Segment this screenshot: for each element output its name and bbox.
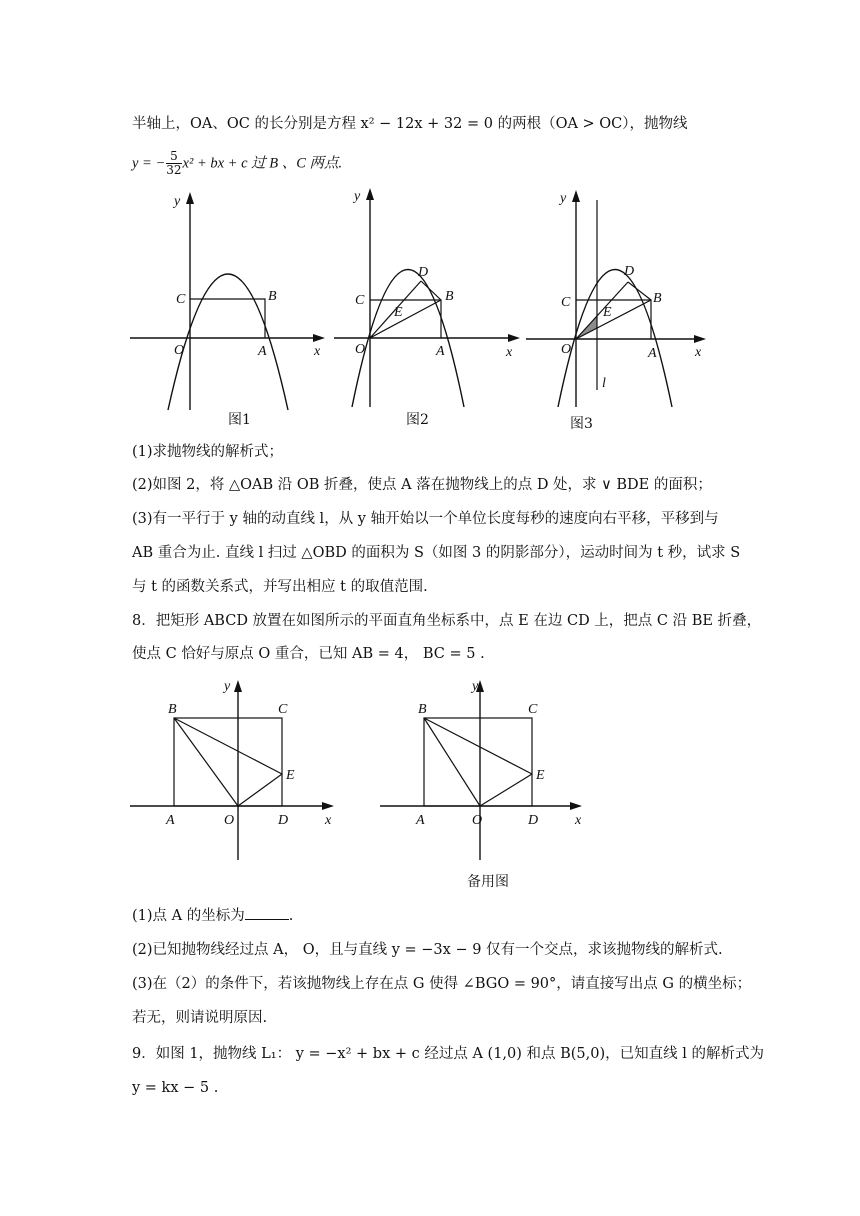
q8-spare-label-c: C [528, 702, 538, 717]
fig2-label-o: O [355, 342, 366, 357]
q8-fig-x-arrow [322, 802, 334, 810]
fig3-y-arrow [572, 190, 580, 202]
fig1-y-arrow [186, 192, 194, 204]
q7-intro-line-1: 半轴上，OA、OC 的长分别是方程 x² − 12x + 32 = 0 的两根（OA > OC），抛物线 [132, 116, 688, 132]
fig1-label-a: A [258, 344, 267, 359]
q8-answer-blank [245, 907, 289, 920]
q7-fraction-numerator: 5 [166, 150, 181, 164]
q7-fraction [166, 150, 181, 177]
fig1-caption: 图1 [228, 412, 251, 428]
fig3-label-e: E [603, 305, 612, 320]
q8-spare-label-a: A [416, 813, 425, 828]
q8-spare-figure [374, 672, 594, 894]
q8-spare-x-arrow [570, 802, 582, 810]
q8-spare-label-o: O [472, 813, 483, 828]
fig3-segment-ob [576, 300, 651, 339]
q8-fig-label-c: C [278, 702, 288, 717]
q8-fig-segment-oe [238, 774, 282, 806]
q8-fig-segment-be [174, 718, 282, 774]
q8-fig-x-label: x [325, 813, 332, 828]
fig2-label-a: A [436, 344, 445, 359]
q8-part-1-end: . [288, 908, 294, 924]
q8-spare-y-label: y [472, 679, 479, 694]
q9-stem-line-1: 9．如图 1，抛物线 L₁： y = −x² + bx + c 经过点 A (1,0) 和点 B(5,0)，已知直线 l 的解析式为 [132, 1046, 765, 1062]
q7-part-1: (1)求抛物线的解析式； [132, 444, 284, 460]
fig3-label-c: C [561, 295, 571, 310]
fig1-y-label: y [174, 194, 181, 209]
fig3-y-label: y [560, 191, 567, 206]
fig2-label-c: C [355, 293, 365, 308]
fig3-caption: 图3 [570, 416, 593, 432]
fig2-label-b: B [445, 289, 454, 304]
q8-figure [128, 672, 348, 867]
q8-spare-caption: 备用图 [467, 874, 509, 890]
fig2-x-label: x [506, 345, 513, 360]
fig1-x-arrow [313, 334, 325, 342]
fig2-segment-db [421, 281, 441, 300]
q8-fig-label-b: B [168, 702, 177, 717]
fig3-x-arrow [694, 335, 706, 343]
q8-part-1-text: (1)点 A 的坐标为 [132, 908, 245, 924]
fig3-label-l: l [602, 376, 606, 391]
fig3-segment-db [628, 282, 651, 300]
q8-spare-x-label: x [575, 813, 582, 828]
q8-fig-label-o: O [224, 813, 235, 828]
fig2-label-e: E [394, 305, 403, 320]
q8-stem-line-2: 使点 C 恰好与原点 O 重合，已知 AB = 4， BC = 5 . [132, 646, 485, 662]
fig2-x-arrow [508, 334, 520, 342]
fig1-x-label: x [314, 344, 321, 359]
q7-eq-prefix: y = − [132, 155, 166, 172]
q8-spare-label-e: E [536, 768, 545, 783]
q7-fraction-denominator: 32 [166, 163, 182, 177]
q7-part-3-line-1: (3)有一平行于 y 轴的动直线 l，从 y 轴开始以一个单位长度每秒的速度向右平移，平移到与 [132, 511, 719, 527]
q7-intro-line-2 [132, 150, 342, 177]
fig2-caption: 图2 [406, 412, 429, 428]
fig1-rectangle [190, 299, 265, 338]
q8-fig-label-e: E [286, 768, 295, 783]
q7-figure-2 [330, 182, 530, 430]
q8-fig-y-arrow [234, 680, 242, 692]
q8-spare-rectangle [424, 718, 532, 806]
q8-part-3-line-2: 若无，则请说明原因. [132, 1010, 268, 1026]
fig1-label-b: B [268, 289, 277, 304]
q7-figure-3 [524, 182, 724, 434]
q8-spare-segment-bo [424, 718, 480, 806]
q8-fig-segment-bo [174, 718, 238, 806]
q8-part-1 [132, 904, 293, 925]
q8-part-2: (2)已知抛物线经过点 A， O，且与直线 y = −3x − 9 仅有一个交点，求该抛物线的解析式. [132, 942, 723, 958]
q8-spare-segment-oe [480, 774, 532, 806]
q7-eq-suffix: x² + bx + c 过 B 、C 两点. [182, 155, 343, 172]
q7-part-3-line-2: AB 重合为止. 直线 l 扫过 △OBD 的面积为 S（如图 3 的阴影部分），运动时间为 t 秒，试求 S [132, 545, 741, 561]
fig3-label-d: D [624, 264, 635, 279]
q8-stem-line-1: 8．把矩形 ABCD 放置在如图所示的平面直角坐标系中，点 E 在边 CD 上，把点 C 沿 BE 折叠， [132, 613, 762, 629]
q8-spare-label-d: D [528, 813, 539, 828]
fig1-label-c: C [176, 292, 186, 307]
q8-fig-y-label: y [224, 679, 231, 694]
fig3-label-b: B [653, 291, 662, 306]
q9-stem-line-2: y = kx − 5 . [132, 1080, 219, 1096]
fig2-y-label: y [354, 189, 361, 204]
q8-fig-label-a: A [166, 813, 175, 828]
q7-part-2: (2)如图 2，将 △OAB 沿 OB 折叠，使点 A 落在抛物线上的点 D 处，求 ∨ BDE 的面积； [132, 477, 712, 493]
fig2-label-d: D [418, 265, 429, 280]
fig2-segment-ob [370, 300, 441, 338]
q7-figure-1 [128, 188, 328, 433]
q7-part-3-line-3: 与 t 的函数关系式，并写出相应 t 的取值范围. [132, 579, 428, 595]
q8-spare-label-b: B [418, 702, 427, 717]
fig1-label-o: O [174, 343, 185, 358]
fig2-y-arrow [366, 188, 374, 200]
fig3-label-o: O [561, 342, 572, 357]
fig3-label-a: A [648, 346, 657, 361]
q8-spare-segment-be [424, 718, 532, 774]
fig3-x-label: x [695, 345, 702, 360]
q8-part-3-line-1: (3)在（2）的条件下，若该抛物线上存在点 G 使得 ∠BGO = 90°，请直接写出点 G 的横坐标； [132, 976, 752, 992]
q8-fig-label-d: D [278, 813, 289, 828]
